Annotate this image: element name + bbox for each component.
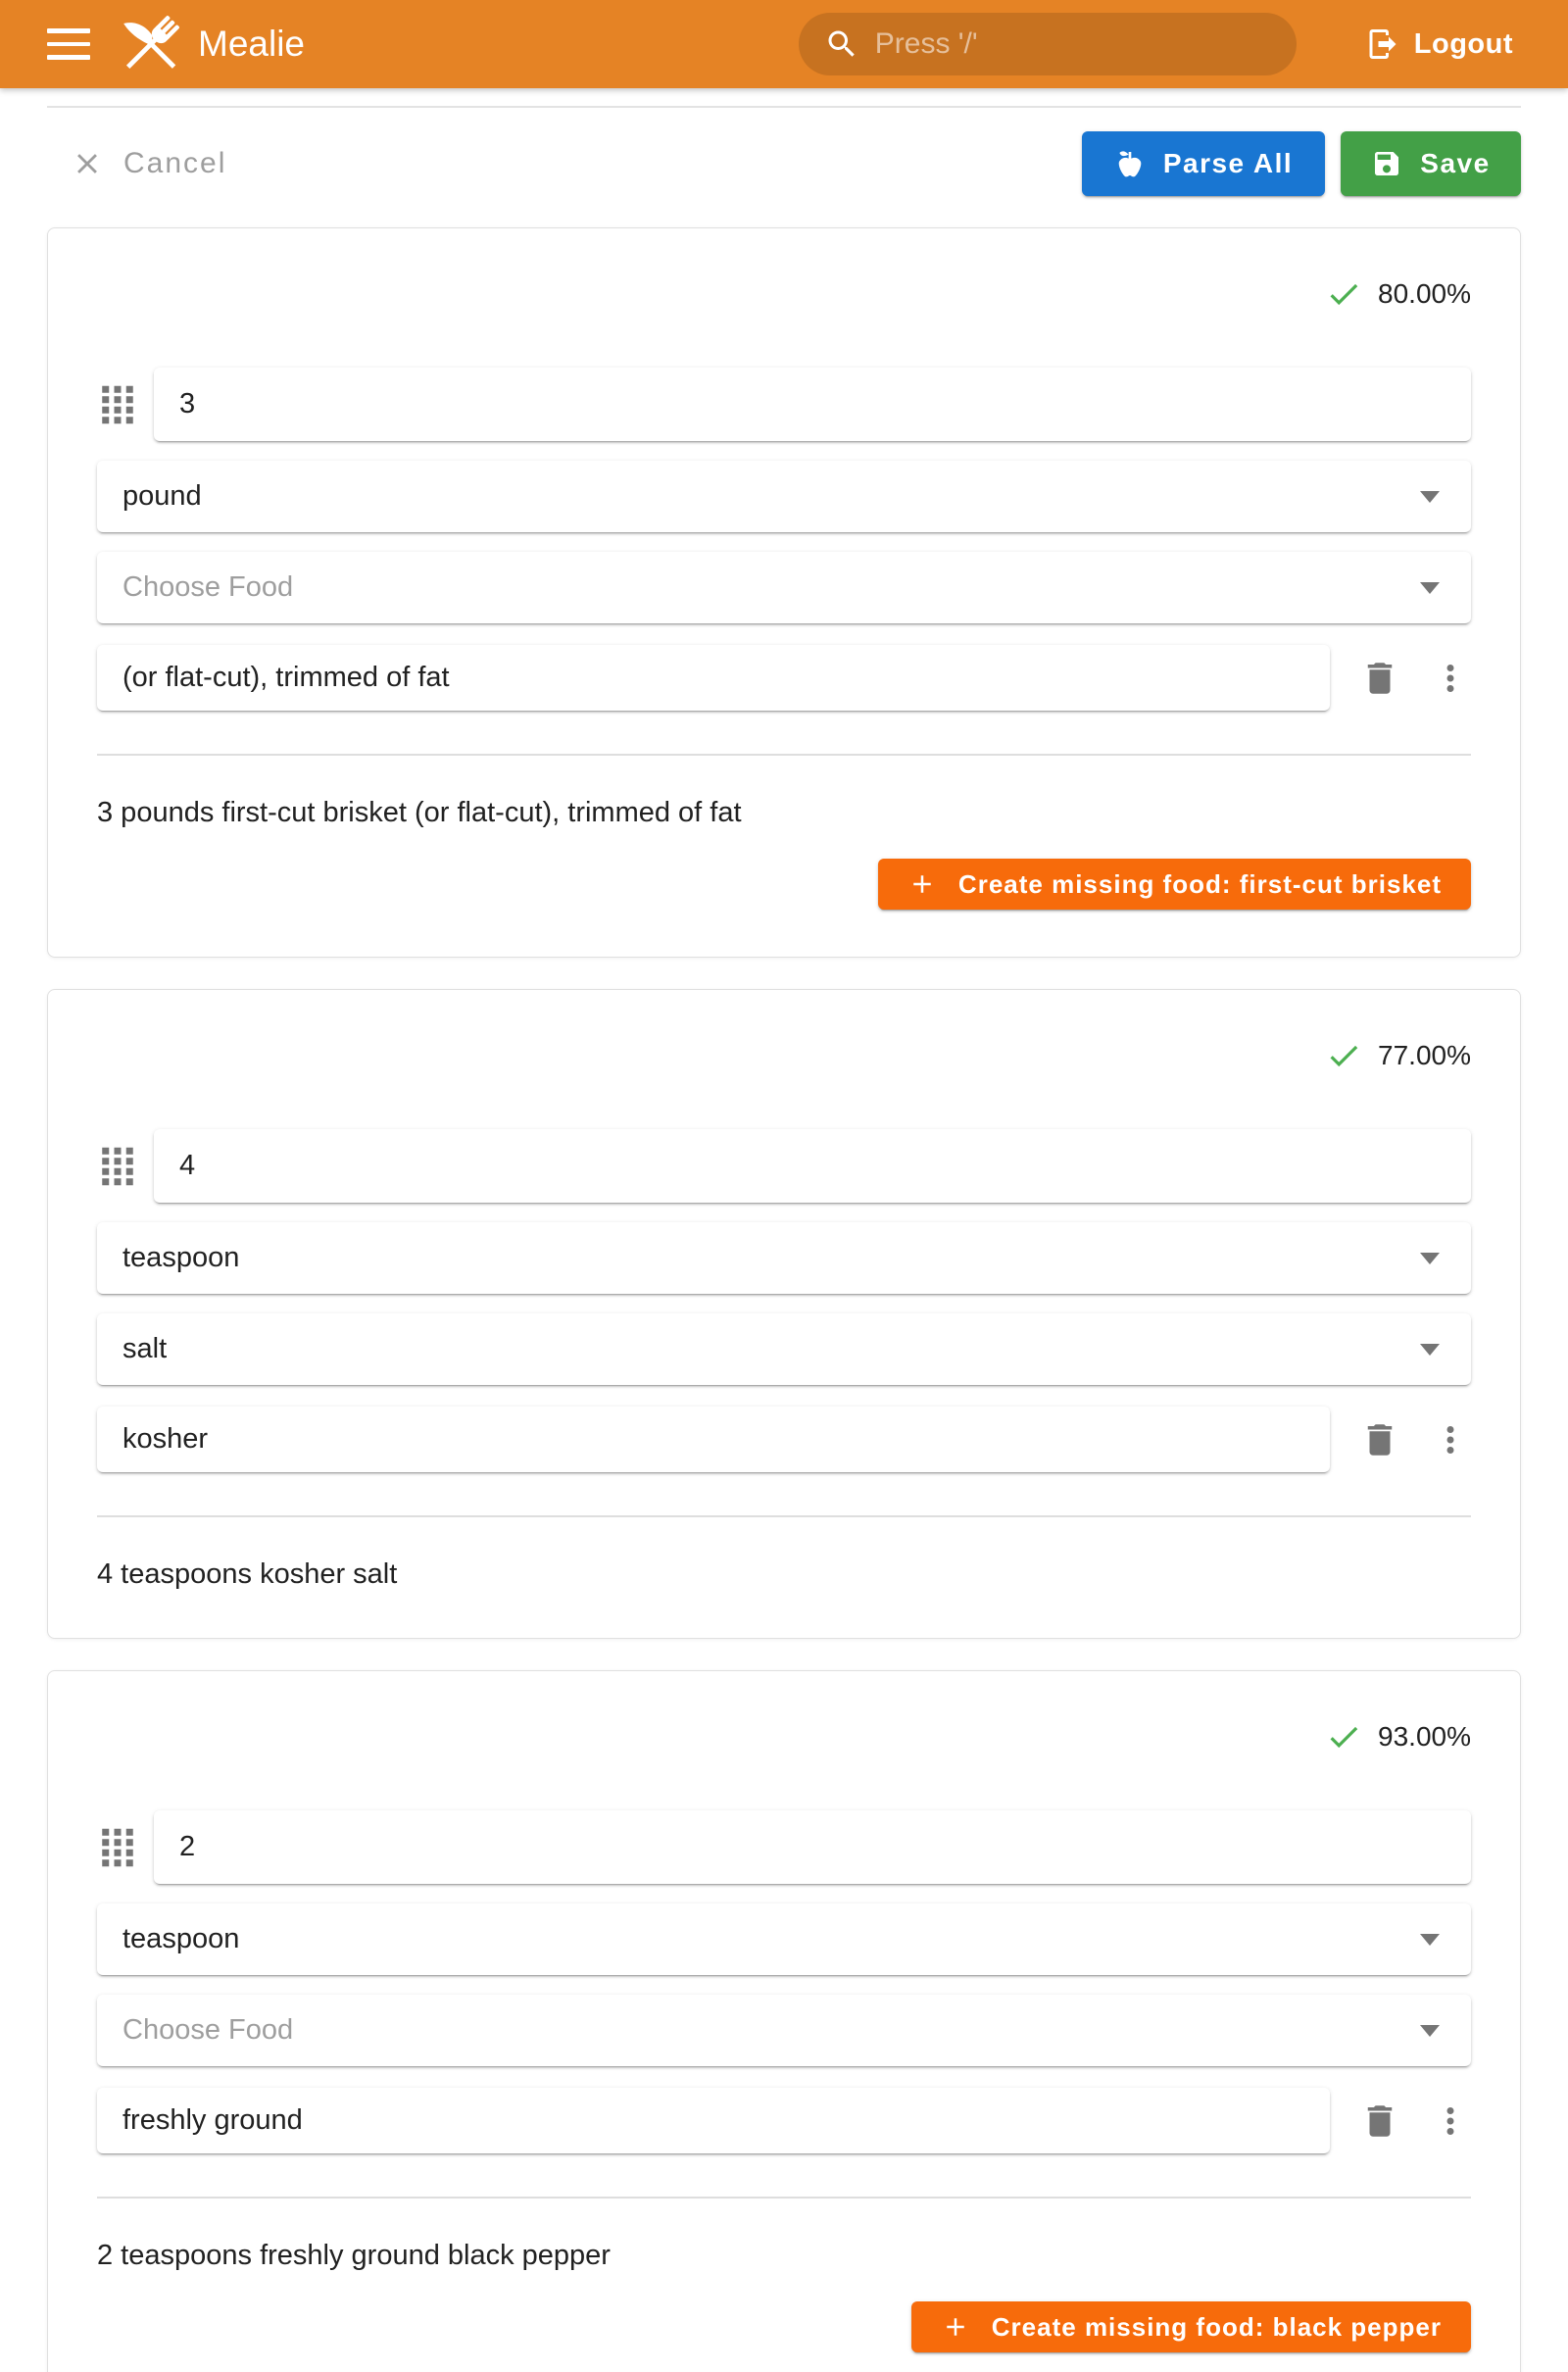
food-placeholder: Choose Food <box>122 571 294 603</box>
drag-handle-icon[interactable] <box>97 1827 138 1868</box>
quantity-input[interactable] <box>154 1129 1471 1203</box>
note-row <box>97 2088 1471 2153</box>
confidence-row <box>97 1671 1471 1755</box>
check-icon <box>1325 275 1362 313</box>
kebab-menu-icon <box>1430 2100 1471 2142</box>
confidence-row <box>97 990 1471 1074</box>
unit-value: pound <box>122 480 202 512</box>
card-divider <box>97 2197 1471 2199</box>
parse-all-label: Parse All <box>1162 148 1294 178</box>
create-missing-food-button[interactable] <box>911 2301 1471 2352</box>
original-ingredient-text: 2 teaspoons freshly ground black pepper <box>97 2240 611 2271</box>
more-options-button[interactable] <box>1430 1419 1471 1460</box>
cancel-button[interactable] <box>71 147 226 180</box>
note-input[interactable] <box>97 2088 1330 2153</box>
trash-icon <box>1359 658 1400 699</box>
create-missing-food-label: Create missing food: black pepper <box>991 2311 1442 2342</box>
apple-icon <box>1114 148 1146 179</box>
more-options-button[interactable] <box>1430 2100 1471 2142</box>
plus-icon <box>907 869 937 899</box>
logout-icon <box>1365 26 1400 62</box>
ingredient-card-2 <box>47 989 1521 1639</box>
confidence-value: 93.00% <box>1378 1721 1471 1752</box>
note-row <box>97 645 1471 711</box>
unit-value: teaspoon <box>122 1242 240 1273</box>
caret-down-icon <box>1420 491 1440 503</box>
unit-value: teaspoon <box>122 1923 240 1954</box>
unit-select[interactable] <box>97 1903 1471 1975</box>
kebab-menu-icon <box>1430 1419 1471 1460</box>
app-bar <box>0 0 1568 88</box>
caret-down-icon <box>1420 1253 1440 1264</box>
drag-handle-icon[interactable] <box>97 384 138 425</box>
quantity-row <box>97 368 1471 441</box>
trash-icon <box>1359 1419 1400 1460</box>
app-title: Mealie <box>198 24 305 64</box>
plus-icon <box>941 2312 970 2342</box>
check-icon <box>1325 1037 1362 1074</box>
save-label: Save <box>1420 148 1491 178</box>
ingredient-card-1 <box>47 227 1521 958</box>
drag-handle-icon[interactable] <box>97 1146 138 1187</box>
create-food-row <box>97 859 1471 910</box>
original-ingredient-text: 4 teaspoons kosher salt <box>97 1558 398 1590</box>
caret-down-icon <box>1420 2025 1440 2037</box>
food-select[interactable] <box>97 1313 1471 1385</box>
unit-select[interactable] <box>97 1222 1471 1294</box>
parse-all-button[interactable] <box>1082 131 1325 196</box>
quantity-input[interactable] <box>154 1810 1471 1884</box>
search-input[interactable] <box>875 27 1271 61</box>
more-options-button[interactable] <box>1430 658 1471 699</box>
caret-down-icon <box>1420 1934 1440 1946</box>
delete-ingredient-button[interactable] <box>1359 1419 1400 1460</box>
note-input[interactable] <box>97 645 1330 711</box>
menu-icon[interactable] <box>47 28 90 60</box>
save-button[interactable] <box>1341 131 1521 196</box>
quantity-row <box>97 1810 1471 1884</box>
silverware-crossed-icon <box>116 9 186 79</box>
parser-toolbar <box>47 131 1521 196</box>
delete-ingredient-button[interactable] <box>1359 2100 1400 2142</box>
cancel-label: Cancel <box>123 147 227 179</box>
card-divider <box>97 754 1471 756</box>
confidence-value: 77.00% <box>1378 1040 1471 1070</box>
logout-button[interactable] <box>1365 26 1513 62</box>
food-placeholder: Choose Food <box>122 2014 294 2046</box>
close-icon <box>71 147 104 180</box>
note-input[interactable] <box>97 1407 1330 1472</box>
original-ingredient-text: 3 pounds first-cut brisket (or flat-cut), trimmed of fat <box>97 797 742 828</box>
create-food-row <box>97 2301 1471 2352</box>
create-missing-food-label: Create missing food: first-cut brisket <box>957 868 1442 899</box>
create-missing-food-button[interactable] <box>878 859 1471 910</box>
food-value: salt <box>122 1333 168 1364</box>
search-bar[interactable] <box>799 13 1297 75</box>
confidence-value: 80.00% <box>1378 278 1471 309</box>
content-top-divider <box>47 106 1521 108</box>
food-select[interactable] <box>97 552 1471 623</box>
caret-down-icon <box>1420 1344 1440 1356</box>
trash-icon <box>1359 2100 1400 2142</box>
ingredient-card-3 <box>47 1670 1521 2372</box>
unit-select[interactable] <box>97 461 1471 532</box>
food-select[interactable] <box>97 1995 1471 2066</box>
save-icon <box>1371 148 1402 179</box>
caret-down-icon <box>1420 582 1440 594</box>
logout-label: Logout <box>1413 27 1513 60</box>
quantity-input[interactable] <box>154 368 1471 441</box>
card-divider <box>97 1515 1471 1517</box>
confidence-row <box>97 228 1471 313</box>
kebab-menu-icon <box>1430 658 1471 699</box>
quantity-row <box>97 1129 1471 1203</box>
note-row <box>97 1407 1471 1472</box>
delete-ingredient-button[interactable] <box>1359 658 1400 699</box>
search-icon <box>824 26 859 62</box>
check-icon <box>1325 1718 1362 1755</box>
